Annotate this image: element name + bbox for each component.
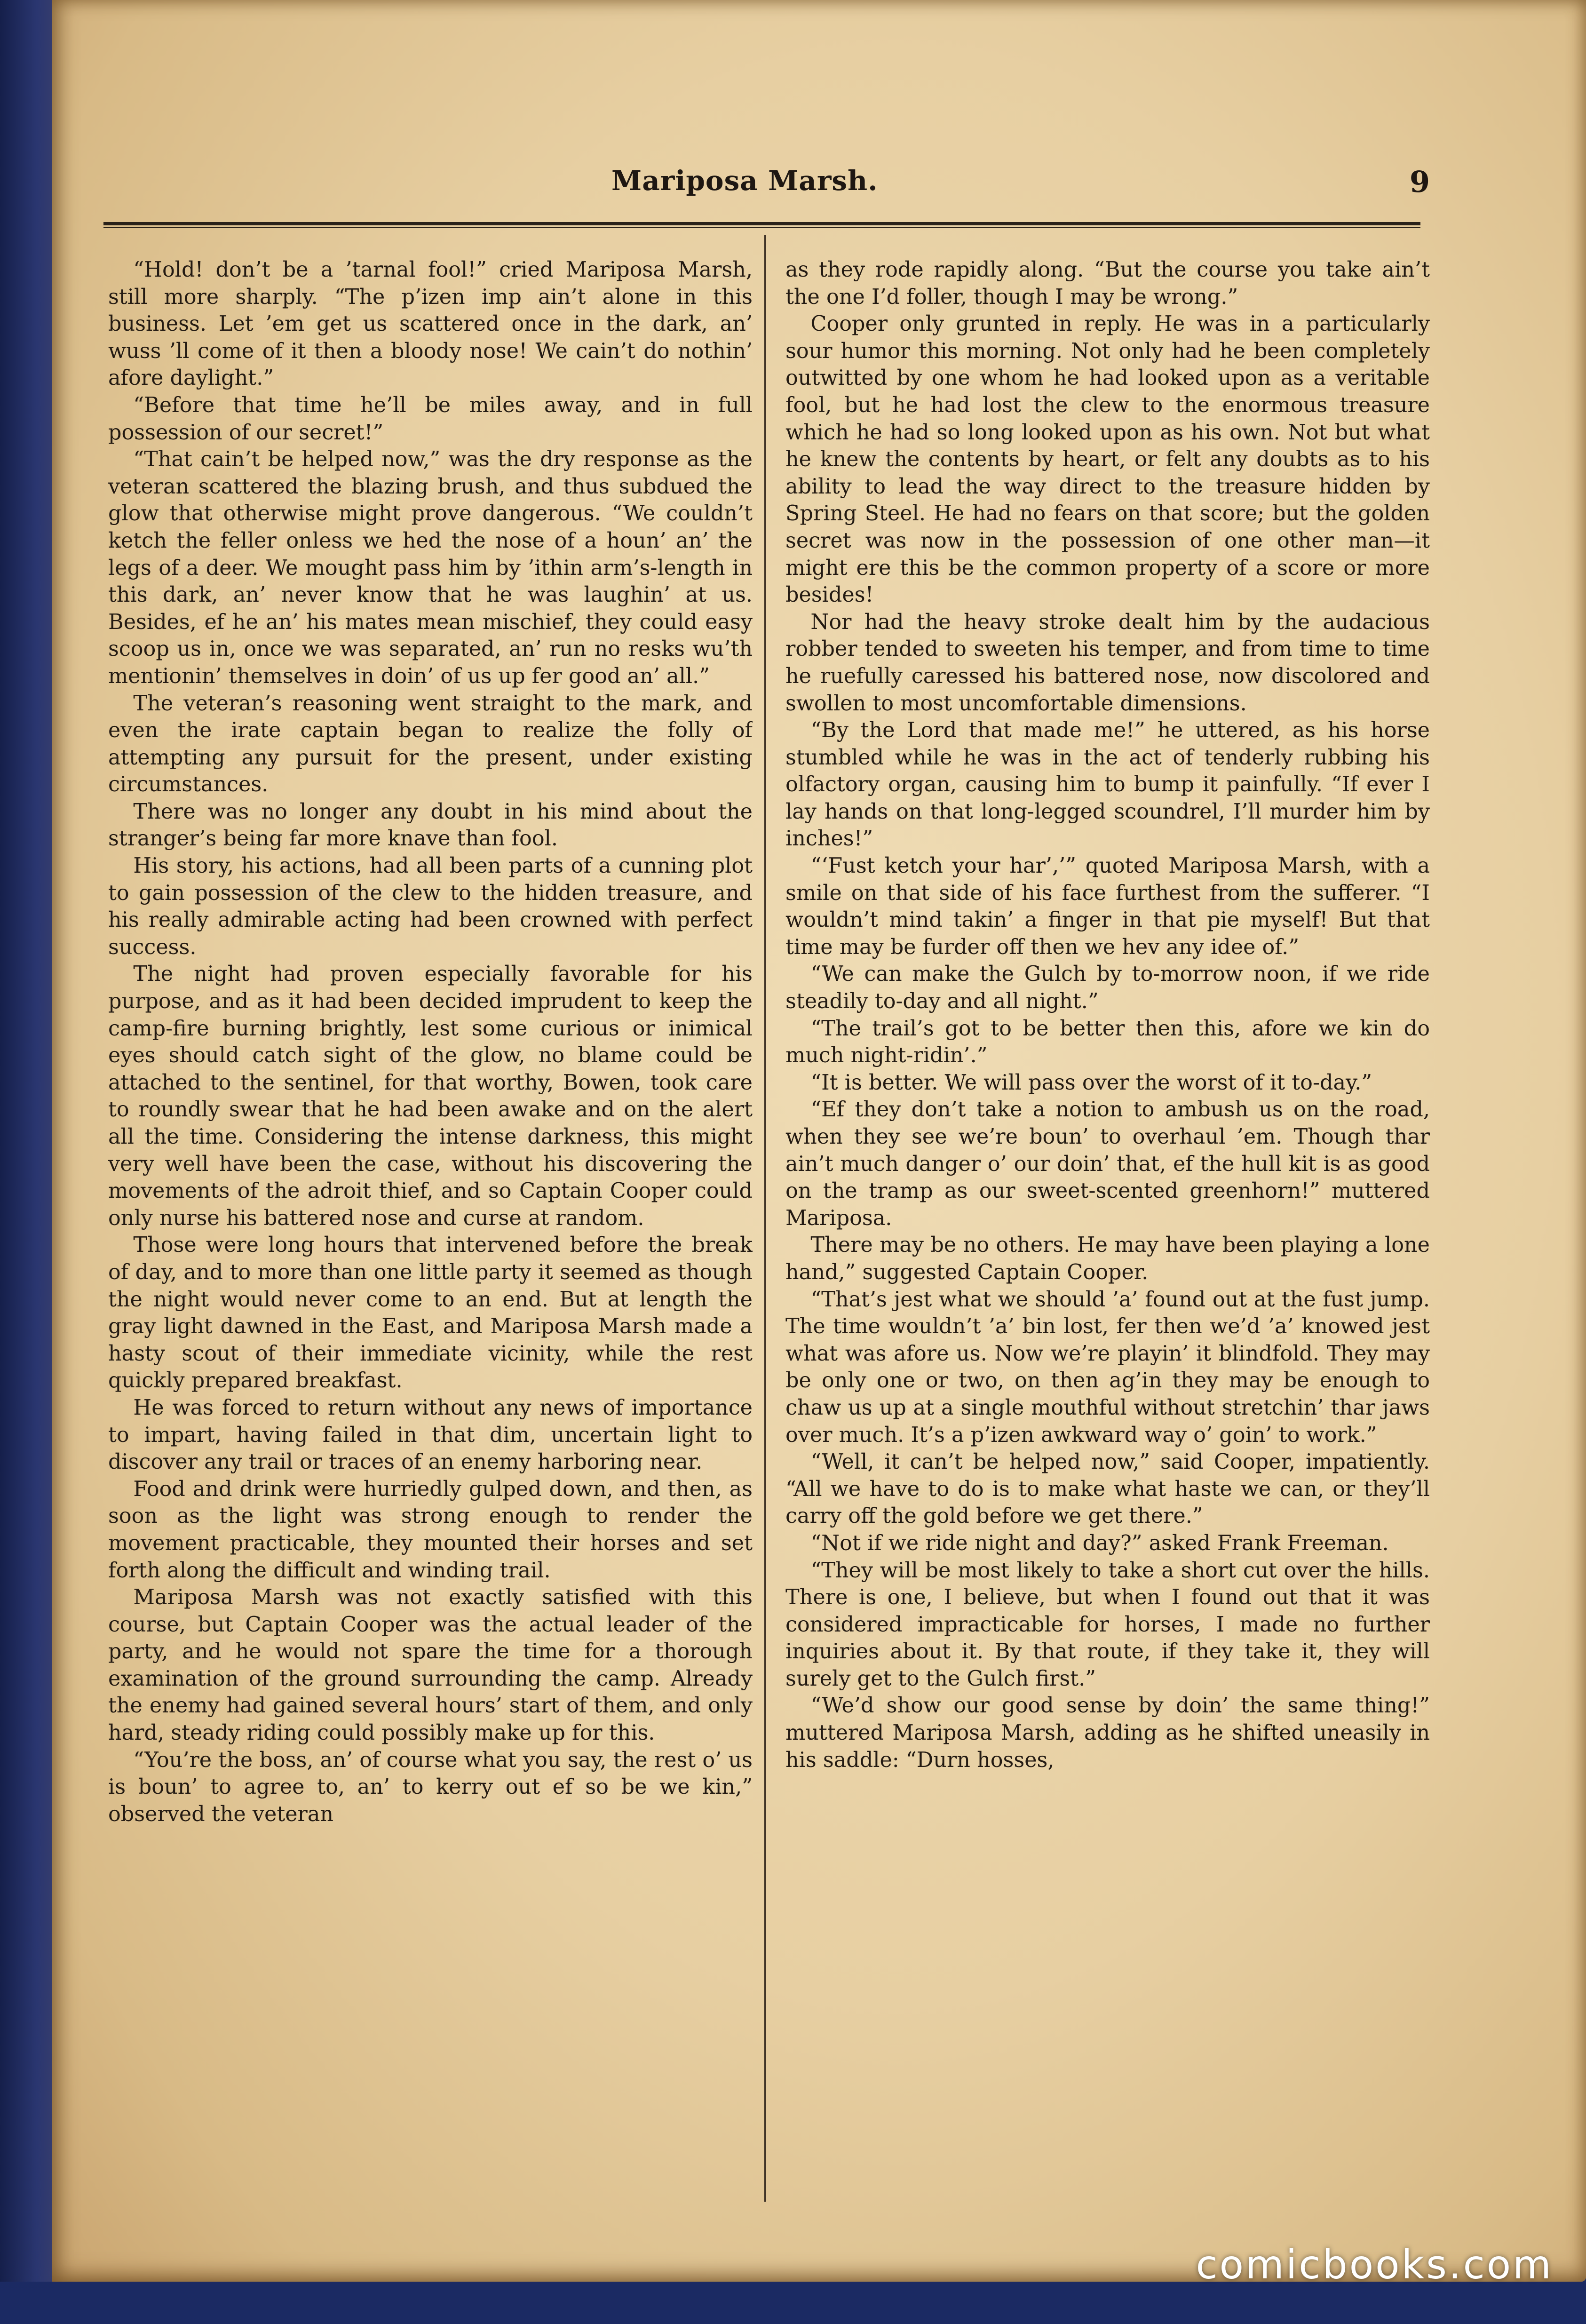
paragraph: Cooper only grunted in reply. He was in a particularly sour humor this morning. Not only had he been completely outwitted by one whom he had looked upon as a veritable fool, but he had lost the clew to the enormous treasure which he had so long looked upon as his own. Not but what he knew the contents by heart, or felt any doubts as to his ability to lead the way direct to the treasure hidden by Spring Steel. He had no fears on that score; but the golden secret was now in the possession of one other man—it might ere this be the common property of a score or more besides! xyxy=(785,312,1430,607)
paragraph: “We can make the Gulch by to-morrow noon, if we ride steadily to-day and all night.” xyxy=(785,962,1430,1014)
paragraph: “That cain’t be helped now,” was the dry response as the veteran scattered the blazing brush, and thus subdued the glow that otherwise might prove dangerous. “We couldn’t ketch the feller onless we hed the nose of a houn’ an’ the legs of a deer. We mought pass him by ’ithin arm’s-length in this dark, an’ never know that he was laughin’ at us. Besides, ef he an’ his mates mean mischief, they could easy scoop us in, once we was separated, an’ run no resks wu’th mentionin’ themselves in doin’ of us up fer good an’ all.” xyxy=(108,447,753,688)
right-column xyxy=(785,256,1430,2204)
column-divider xyxy=(764,235,766,2202)
header-rule xyxy=(103,222,1420,228)
paragraph: Mariposa Marsh was not exactly satisfied with this course, but Captain Cooper was the actual leader of the party, and he would not spare the time for a thorough examination of the ground surrounding the camp. Already the enemy had gained several hours’ start of them, and only hard, steady riding could possibly make up for this. xyxy=(108,1585,753,1745)
paragraph: Nor had the heavy stroke dealt him by the audacious robber tended to sweeten his temper, and from time to time he ruefully caressed his battered nose, now discolored and swollen to most uncomfortable dimensions. xyxy=(785,610,1430,716)
paragraph: “They will be most likely to take a short cut over the hills. There is one, I believe, but when I found out that it was considered impracticable for horses, I made no further inquiries about it. By that route, if they take it, they will surely get to the Gulch first.” xyxy=(785,1558,1430,1691)
paragraph: “It is better. We will pass over the worst of it to-day.” xyxy=(810,1070,1372,1095)
paragraph: “Hold! don’t be a ’tarnal fool!” cried Mariposa Marsh, still more sharply. “The p’izen imp ain’t alone in this business. Let ’em get us scattered once in the dark, an’ wuss ’ll come of it then a bloody nose! We cain’t do nothin’ afore daylight.” xyxy=(108,258,753,390)
paragraph: Food and drink were hurriedly gulped down, and then, as soon as the light was strong enough to render the movement practicable, they mounted their horses and set forth along the difficult and winding trail. xyxy=(108,1477,753,1583)
paragraph: “The trail’s got to be better then this, afore we kin do much night-ridin’.” xyxy=(785,1016,1430,1068)
paragraph: “Ef they don’t take a notion to ambush us on the road, when they see we’re boun’ to overhaul ’em. Though thar ain’t much danger o’ our doin’ that, ef the hull kit is as good on the tramp as our sweet-scented greenhorn!” muttered Mariposa. xyxy=(785,1098,1430,1230)
paragraph: There was no longer any doubt in his mind about the stranger’s being far more knave than fool. xyxy=(108,799,753,851)
page-number: 9 xyxy=(1409,165,1430,199)
paragraph: “You’re the boss, an’ of course what you say, the rest o’ us is boun’ to agree to, an’ to kerry out ef so be we kin,” observed the veteran xyxy=(108,1748,753,1826)
paragraph: “‘Fust ketch your har’,’” quoted Mariposa Marsh, with a smile on that side of his face furthest from the sufferer. “I wouldn’t mind takin’ a finger in that pie myself! But that time may be furder off then we hev any idee of.” xyxy=(785,854,1430,959)
paragraph: Those were long hours that intervened before the break of day, and to more than one little party it seemed as though the night would never come to an end. But at length the gray light dawned in the East, and Mariposa Marsh made a hasty scout of their immediate vicinity, while the rest quickly prepared breakfast. xyxy=(108,1233,753,1393)
bottom-band xyxy=(0,2282,1586,2324)
left-column xyxy=(108,256,753,2204)
paragraph: as they rode rapidly along. “But the course you take ain’t the one I’d foller, though I may be wrong.” xyxy=(785,258,1430,309)
running-title: Mariposa Marsh. xyxy=(611,165,878,197)
paragraph: The veteran’s reasoning went straight to the mark, and even the irate captain began to realize the folly of attempting any pursuit for the present, under existing circumstances. xyxy=(108,691,753,797)
paragraph: His story, his actions, had all been parts of a cunning plot to gain possession of the clew to the hidden treasure, and his really admirable acting had been crowned with perfect success. xyxy=(108,854,753,959)
paragraph: “Before that time he’ll be miles away, and in full possession of our secret!” xyxy=(108,393,753,445)
paragraph: “Well, it can’t be helped now,” said Cooper, impatiently. “All we have to do is to make what haste we can, or they’ll carry off the gold before we get there.” xyxy=(785,1450,1430,1528)
paragraph: He was forced to return without any news of importance to impart, having failed in that dim, uncertain light to discover any trail or traces of an enemy harboring near. xyxy=(108,1395,753,1474)
paragraph: The night had proven especially favorable for his purpose, and as it had been decided imprudent to keep the camp-fire burning brightly, lest some curious or inimical eyes should catch sight of the glow, no blame could be attached to the sentinel, for that worthy, Bowen, took care to roundly swear that he had been awake and on the alert all the time. Considering the intense darkness, this might very well have been the case, without his discovering the movements of the adroit thief, and so Captain Cooper could only nurse his battered nose and curse at random. xyxy=(108,962,753,1230)
page-header xyxy=(94,165,1430,216)
paragraph: “That’s jest what we should ’a’ found out at the fust jump. The time wouldn’t ’a’ bin lost, fer then we’d ’a’ knowed jest what was afore us. Now we’re playin’ it blindfold. They may be only one or two, on then ag’in they may be enough to chaw us up at a single mouthful without stretchin’ thar jaws over much. It’s a p’izen awkward way o’ goin’ to work.” xyxy=(785,1287,1430,1447)
paragraph: “Not if we ride night and day?” asked Frank Freeman. xyxy=(810,1531,1389,1555)
paragraph: “By the Lord that made me!” he uttered, as his horse stumbled while he was in the act of tenderly rubbing his olfactory organ, causing him to bump it painfully. “If ever I lay hands on that long-legged scoundrel, I’ll murder him by inches!” xyxy=(785,718,1430,851)
paragraph: “We’d show our good sense by doin’ the same thing!” muttered Mariposa Marsh, adding as he shifted uneasily in his saddle: “Durn hosses, xyxy=(785,1694,1430,1772)
paragraph: There may be no others. He may have been playing a lone hand,” suggested Captain Cooper. xyxy=(785,1233,1430,1284)
site-watermark: comicbooks.com xyxy=(1196,2242,1553,2288)
